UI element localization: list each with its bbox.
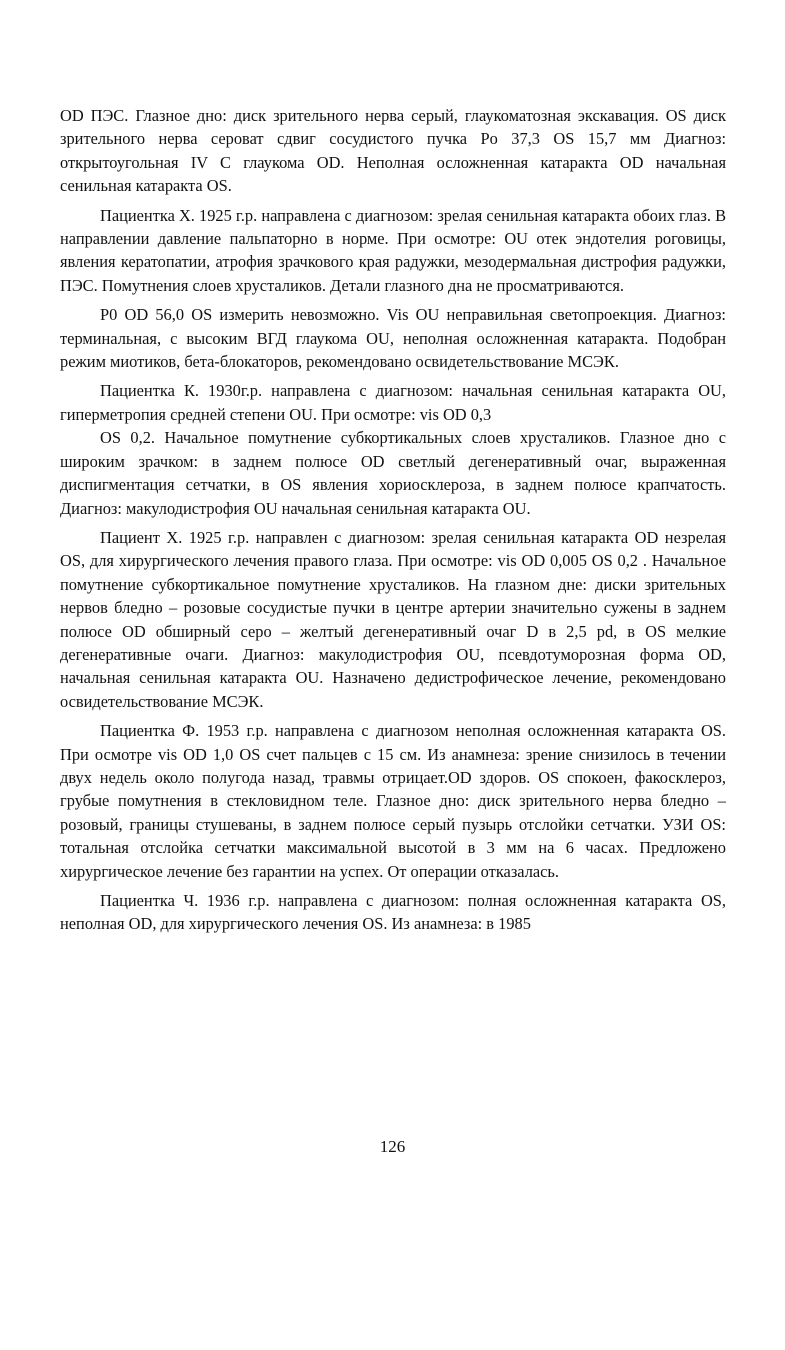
paragraph-6: Пациент Х. 1925 г.р. направлен с диагнозом: зрелая сенильная катаракта OD незрелая OS, для хирургического лечения правого глаза. При осмотре: vis OD 0,005 OS 0,2 . Начальное помутнение субкортикальное помутнение хрусталиков. На глазном дне: диски зрительных нервов бледно – розовые сосудистые пучки в центре артерии значительно сужены в заднем полюсе OD обширный серо – желтый дегенеративный очаг D в 2,5 pd, в OS мелкие дегенеративные очаги. Диагноз: макулодистрофия OU, псевдотуморозная форма OD, начальная сенильная катаракта OU. Назначено дедистрофическое лечение, рекомендовано освидетельствование МСЭК. [60, 527, 726, 711]
paragraph-8: Пациентка Ч. 1936 г.р. направлена с диагнозом: полная осложненная катаракта OS, неполная OD, для хирургического лечения OS. Из анамнеза: в 1985 [60, 891, 726, 934]
paragraph-7: Пациентка Ф. 1953 г.р. направлена с диагнозом неполная осложненная катаракта OS. При осмотре vis OD 1,0 OS счет пальцев с 15 см. Из анамнеза: зрение снизилось в течении двух недель около полугода назад, травмы отрицает.OD здоров. OS спокоен, факосклероз, грубые помутнения в стекловидном теле. Глазное дно: диск зрительного нерва бледно – розовый, границы стушеваны, в заднем полюсе серый пузырь отслойки сетчатки. УЗИ OS: тотальная отслойка сетчатки максимальной высотой в 3 мм на 6 часах. Предложено хирургическое лечение без гарантии на успех. От операции отказалась. [60, 721, 726, 881]
document-body [60, 104, 726, 942]
page-number: 126 [379, 1137, 406, 1156]
paragraph-3: P0 OD 56,0 OS измерить невозможно. Vis OU неправильная светопроекция. Диагноз: терминальная, с высоким ВГД глаукома OU, неполная осложненная катаракта. Подобран режим миотиков, бета-блокаторов, рекомендовано освидетельствование МСЭК. [60, 305, 726, 372]
paragraph-2: Пациентка Х. 1925 г.р. направлена с диагнозом: зрелая сенильная катаракта обоих глаз. В направлении давление пальпаторно в норме. При осмотре: OU отек эндотелия роговицы, явления кератопатии, атрофия зрачкового края радужки, мезодермальная дистрофия радужки, ПЭС. Помутнения слоев хрусталиков. Детали глазного дна не просматриваются. [60, 205, 726, 295]
paragraph-4: Пациентка К. 1930г.р. направлена с диагнозом: начальная сенильная катаракта OU, гиперметропия средней степени OU. При осмотре: vis OD 0,3 [60, 381, 726, 424]
paragraph-5: OS 0,2. Начальное помутнение субкортикальных слоев хрусталиков. Глазное дно с широким зрачком: в заднем полюсе OD светлый дегенеративный очаг, выраженная диспигментация сетчатки, в OS явления хориосклероза, в заднем полюсе крапчатость. Диагноз: макулодистрофия OU начальная сенильная катаракта OU. [60, 428, 726, 518]
paragraph-1: OD ПЭС. Глазное дно: диск зрительного нерва серый, глаукоматозная экскавация. OS диск зрительного нерва сероват сдвиг сосудистого пучка Po 37,3 OS 15,7 мм Диагноз: открытоугольная IV С глаукома OD. Неполная осложненная катаракта OD начальная сенильная катаракта OS. [60, 106, 726, 196]
